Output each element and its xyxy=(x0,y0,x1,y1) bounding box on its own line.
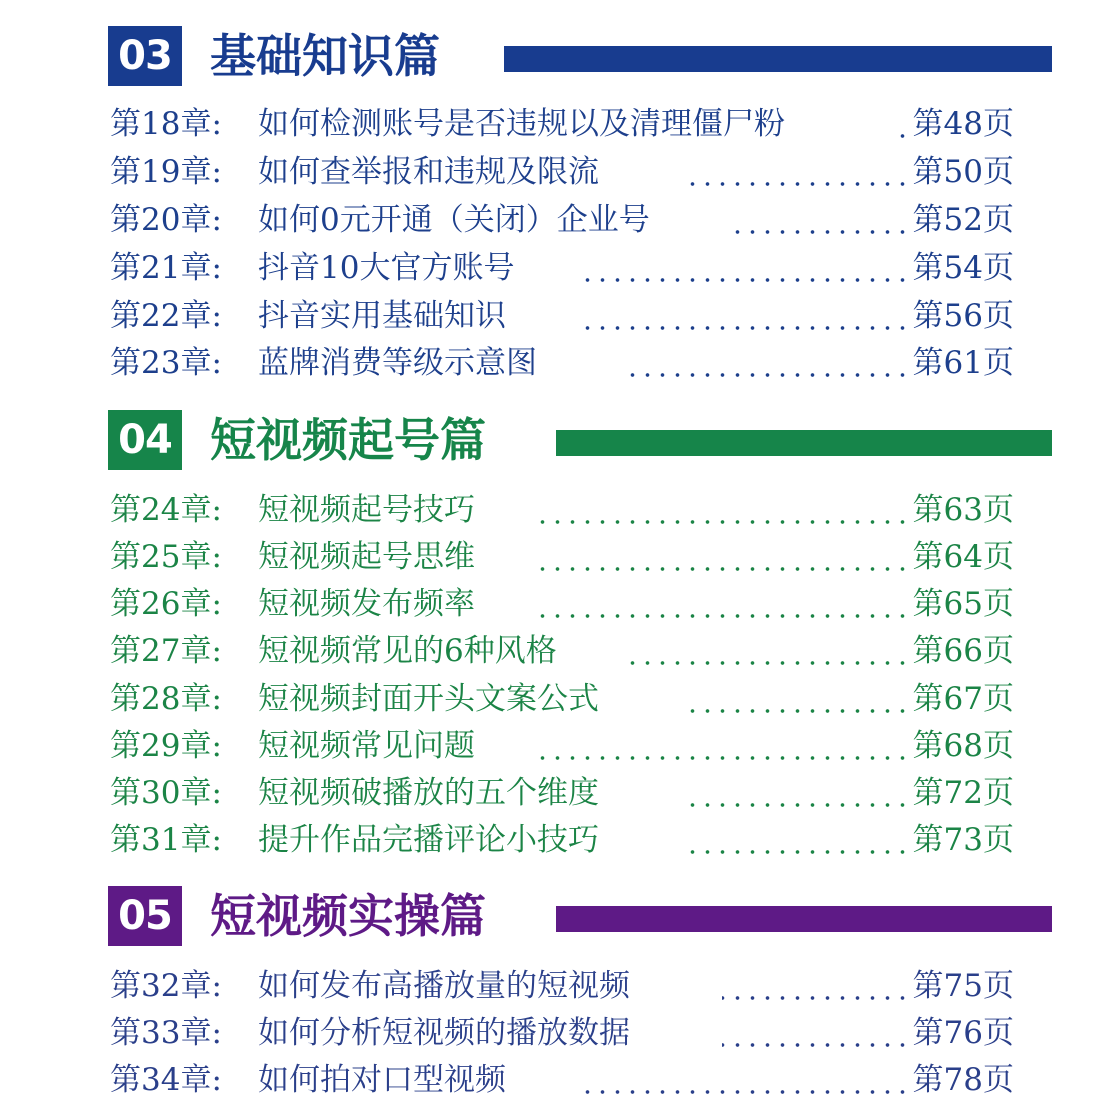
chapter-number: 第34章: xyxy=(110,1062,222,1098)
section-number-badge: 03 xyxy=(108,26,182,86)
toc-item[interactable] xyxy=(110,198,1014,242)
chapter-number: 第29章: xyxy=(110,728,222,764)
dot-leader xyxy=(580,1090,910,1094)
section-rule xyxy=(556,430,1052,456)
dot-leader xyxy=(722,1043,910,1047)
toc-item[interactable] xyxy=(110,150,1014,194)
chapter-number: 第27章: xyxy=(110,633,222,669)
chapter-number: 第31章: xyxy=(110,822,222,858)
section-title: 短视频实操篇 xyxy=(210,889,486,943)
toc-item[interactable] xyxy=(110,488,1014,532)
toc-item[interactable] xyxy=(110,341,1014,385)
toc-item[interactable] xyxy=(110,629,1014,673)
page-number: 第56页 xyxy=(912,298,1014,334)
chapter-title: 提升作品完播评论小技巧 xyxy=(258,822,599,858)
dot-leader xyxy=(730,230,910,234)
page-number: 第64页 xyxy=(912,539,1014,575)
section-number-badge: 05 xyxy=(108,886,182,946)
chapter-title: 如何分析短视频的播放数据 xyxy=(258,1015,630,1051)
chapter-number: 第28章: xyxy=(110,681,222,717)
dot-leader xyxy=(530,756,910,760)
page-number: 第48页 xyxy=(912,106,1014,142)
dot-leader xyxy=(722,996,910,1000)
page-number: 第63页 xyxy=(912,492,1014,528)
chapter-number: 第32章: xyxy=(110,968,222,1004)
dot-leader xyxy=(530,520,910,524)
chapter-title: 短视频起号思维 xyxy=(258,539,475,575)
page-number: 第52页 xyxy=(912,202,1014,238)
page-number: 第54页 xyxy=(912,250,1014,286)
page-number: 第78页 xyxy=(912,1062,1014,1098)
toc-item[interactable] xyxy=(110,1058,1014,1102)
page-number: 第50页 xyxy=(912,154,1014,190)
toc-item[interactable] xyxy=(110,1011,1014,1055)
dot-leader xyxy=(580,278,910,282)
dot-leader xyxy=(686,182,910,186)
chapter-title: 短视频破播放的五个维度 xyxy=(258,775,599,811)
dot-leader xyxy=(620,373,910,377)
chapter-title: 短视频常见的6种风格 xyxy=(258,633,557,669)
chapter-number: 第30章: xyxy=(110,775,222,811)
chapter-title: 如何发布高播放量的短视频 xyxy=(258,968,630,1004)
page-number: 第61页 xyxy=(912,345,1014,381)
section-rule xyxy=(504,46,1052,72)
chapter-title: 如何拍对口型视频 xyxy=(258,1062,506,1098)
section-header-04 xyxy=(108,410,1052,470)
section-title: 基础知识篇 xyxy=(210,29,440,83)
chapter-number: 第18章: xyxy=(110,106,222,142)
page-number: 第66页 xyxy=(912,633,1014,669)
dot-leader xyxy=(530,567,910,571)
section-header-05 xyxy=(108,886,1052,946)
page-number: 第72页 xyxy=(912,775,1014,811)
chapter-number: 第33章: xyxy=(110,1015,222,1051)
page-number: 第68页 xyxy=(912,728,1014,764)
toc-item[interactable] xyxy=(110,677,1014,721)
dot-leader xyxy=(686,709,910,713)
chapter-title: 如何检测账号是否违规以及清理僵尸粉 xyxy=(258,106,785,142)
chapter-number: 第21章: xyxy=(110,250,222,286)
chapter-title: 短视频封面开头文案公式 xyxy=(258,681,599,717)
section-number-badge: 04 xyxy=(108,410,182,470)
chapter-number: 第20章: xyxy=(110,202,222,238)
toc-item[interactable] xyxy=(110,724,1014,768)
dot-leader xyxy=(686,850,910,854)
chapter-title: 短视频发布频率 xyxy=(258,586,475,622)
page-number: 第75页 xyxy=(912,968,1014,1004)
dot-leader xyxy=(896,134,910,138)
chapter-title: 抖音10大官方账号 xyxy=(258,250,515,286)
page-number: 第76页 xyxy=(912,1015,1014,1051)
section-header-03 xyxy=(108,26,1052,86)
section-rule xyxy=(556,906,1052,932)
toc-item[interactable] xyxy=(110,294,1014,338)
page-number: 第65页 xyxy=(912,586,1014,622)
chapter-title: 抖音实用基础知识 xyxy=(258,298,506,334)
toc-item[interactable] xyxy=(110,964,1014,1008)
chapter-title: 如何查举报和违规及限流 xyxy=(258,154,599,190)
dot-leader xyxy=(686,803,910,807)
chapter-number: 第25章: xyxy=(110,539,222,575)
page-number: 第73页 xyxy=(912,822,1014,858)
toc-item[interactable] xyxy=(110,771,1014,815)
chapter-title: 如何0元开通（关闭）企业号 xyxy=(258,202,650,238)
page-number: 第67页 xyxy=(912,681,1014,717)
chapter-number: 第22章: xyxy=(110,298,222,334)
chapter-title: 短视频常见问题 xyxy=(258,728,475,764)
chapter-number: 第24章: xyxy=(110,492,222,528)
dot-leader xyxy=(530,614,910,618)
toc-item[interactable] xyxy=(110,582,1014,626)
dot-leader xyxy=(628,661,910,665)
chapter-number: 第26章: xyxy=(110,586,222,622)
chapter-number: 第19章: xyxy=(110,154,222,190)
toc-item[interactable] xyxy=(110,535,1014,579)
chapter-title: 短视频起号技巧 xyxy=(258,492,475,528)
toc-item[interactable] xyxy=(110,102,1014,146)
section-title: 短视频起号篇 xyxy=(210,413,486,467)
toc-item[interactable] xyxy=(110,818,1014,862)
chapter-number: 第23章: xyxy=(110,345,222,381)
dot-leader xyxy=(580,326,910,330)
chapter-title: 蓝牌消费等级示意图 xyxy=(258,345,537,381)
toc-item[interactable] xyxy=(110,246,1014,290)
